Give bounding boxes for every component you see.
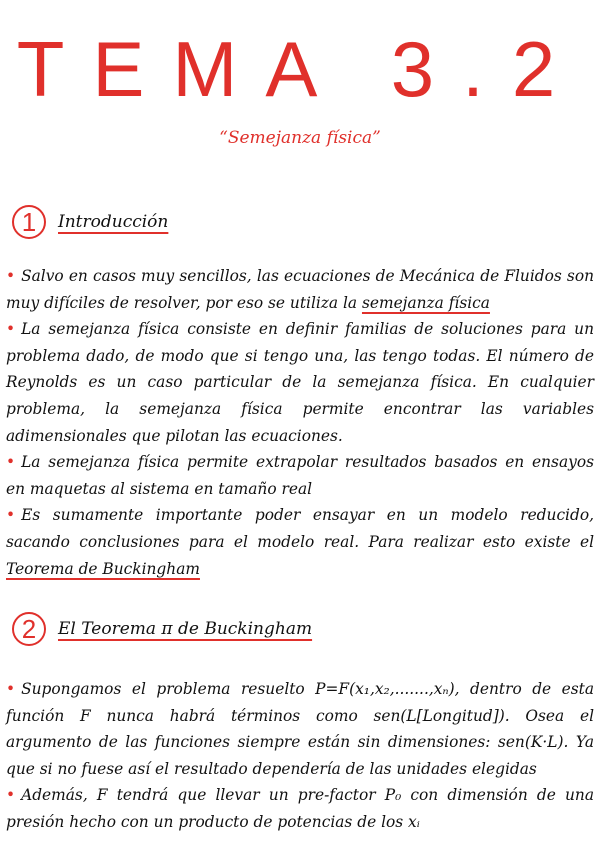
section-1-title: Introducción: [58, 212, 169, 232]
bullet-dot-icon: •: [6, 680, 16, 698]
bullet-dot-icon: •: [6, 267, 16, 285]
bullet-1-text: Salvo en casos muy sencillos, las ecuaciones de Mecánica de Fluidos son muy difíciles de resolver, por eso se utiliza la: [6, 267, 594, 312]
bullet-dot-icon: •: [6, 506, 16, 525]
bullet-3: [6, 449, 594, 502]
bullet-5-text: Supongamos el problema resuelto P=F(x₁,x₂,.......,xₙ), dentro de esta función F nunca habrá términos como sen(L[Longitud]). Osea el argumento de las funciones siempre están sin dimensiones: sen(K·L). Ya que si no fuese así el resultado dependería de las unidades elegidas: [6, 680, 594, 778]
section-2-body: [6, 676, 594, 836]
bullet-5: [6, 676, 594, 782]
bullet-4-text: Es sumamente importante poder ensayar en un modelo reducido, sacando conclusiones para el modelo real. Para realizar esto existe el: [6, 506, 594, 551]
bullet-6-text: Además, F tendrá que llevar un pre-factor P₀ con dimensión de una presión hecho con un producto de potencias de los xᵢ: [6, 786, 594, 831]
section-2-title: El Teorema π de Buckingham: [58, 619, 313, 639]
bullet-4-highlight: Teorema de Buckingham: [6, 559, 200, 578]
bullet-dot-icon: •: [6, 320, 16, 339]
section-2-number: 2: [12, 612, 46, 646]
bullet-2-text: La semejanza física consiste en definir familias de soluciones para un problema dado, de modo que si tengo una, las tengo todas. El número de Reynolds es un caso particular de la semejanza física. En cualquier problema, la semejanza física permite encontrar las variables adimensionales que pilotan las ecuaciones.: [6, 320, 594, 445]
bullet-dot-icon: •: [6, 453, 16, 472]
page-subtitle: “Semejanza física”: [219, 128, 381, 148]
bullet-1: [6, 263, 594, 316]
bullet-dot-icon: •: [6, 786, 16, 805]
section-2-heading: [12, 612, 312, 646]
section-1-heading: [12, 205, 168, 239]
section-1-number: 1: [12, 205, 46, 239]
bullet-3-text: La semejanza física permite extrapolar resultados basados en ensayos en maquetas al sistema en tamaño real: [6, 453, 594, 498]
section-1-body: [6, 263, 594, 582]
bullet-6: [6, 782, 594, 835]
page-title: TEMA 3.2: [16, 25, 584, 113]
bullet-1-highlight: semejanza física: [361, 293, 490, 312]
bullet-2: [6, 316, 594, 449]
bullet-4: [6, 502, 594, 582]
